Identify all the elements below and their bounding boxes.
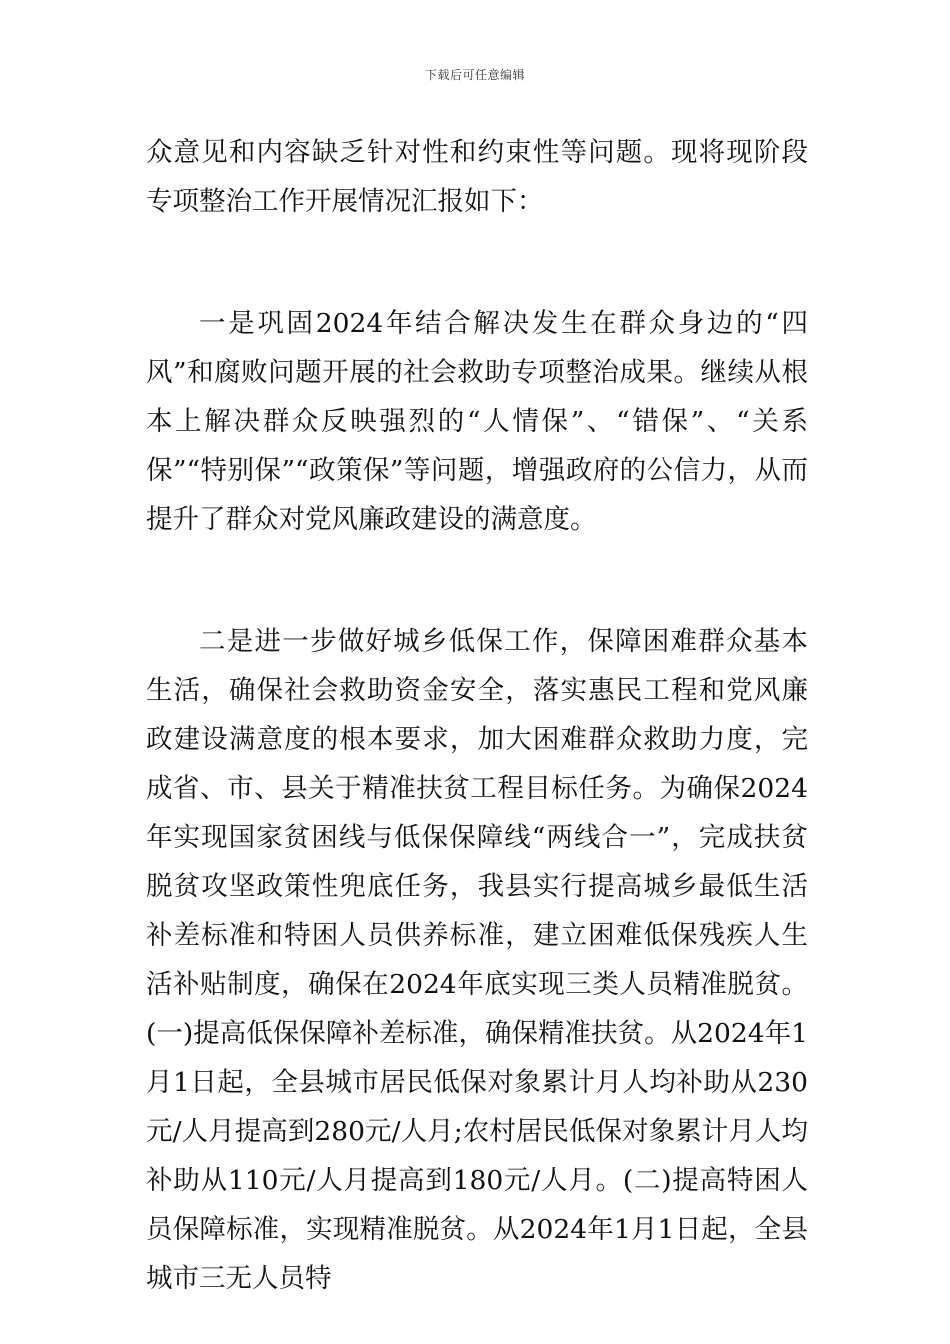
document-body xyxy=(146,128,808,1303)
paragraph-continuation: 众意见和内容缺乏针对性和约束性等问题。现将现阶段专项整治工作开展情况汇报如下： xyxy=(146,137,808,217)
page-header: 下载后可任意编辑 xyxy=(424,68,525,82)
paragraph-gap xyxy=(146,544,808,617)
paragraph-point-two: 二是进一步做好城乡低保工作，保障困难群众基本生活，确保社会救助资金安全，落实惠民工程和党风廉政建设满意度的根本要求，加大困难群众救助力度，完成省、市、县关于精准扶贫工程目标任务。为确保2024年实现国家贫困线与低保保障线“两线合一”，完成扶贫脱贫攻坚政策性兜底任务，我县实行提高城乡最低生活补差标准和特困人员供养标准，建立困难低保残疾人生活补贴制度，确保在2024年底实现三类人员精准脱贫。(一)提高低保保障补差标准，确保精准扶贫。从2024年1月1日起，全县城市居民低保对象累计月人均补助从230元/人月提高到280元/人月;农村居民低保对象累计月人均补助从110元/人月提高到180元/人月。(二)提高特困人员保障标准，实现精准脱贫。从2024年1月1日起，全县城市三无人员特 xyxy=(146,626,808,1294)
paragraph-point-one: 一是巩固2024年结合解决发生在群众身边的“四风”和腐败问题开展的社会救助专项整治成果。继续从根本上解决群众反映强烈的“人情保”、“错保”、“关系保”“特别保”“政策保”等问题，增强政府的公信力，从而提升了群众对党风廉政建设的满意度。 xyxy=(146,308,808,535)
paragraph-gap xyxy=(146,226,808,299)
